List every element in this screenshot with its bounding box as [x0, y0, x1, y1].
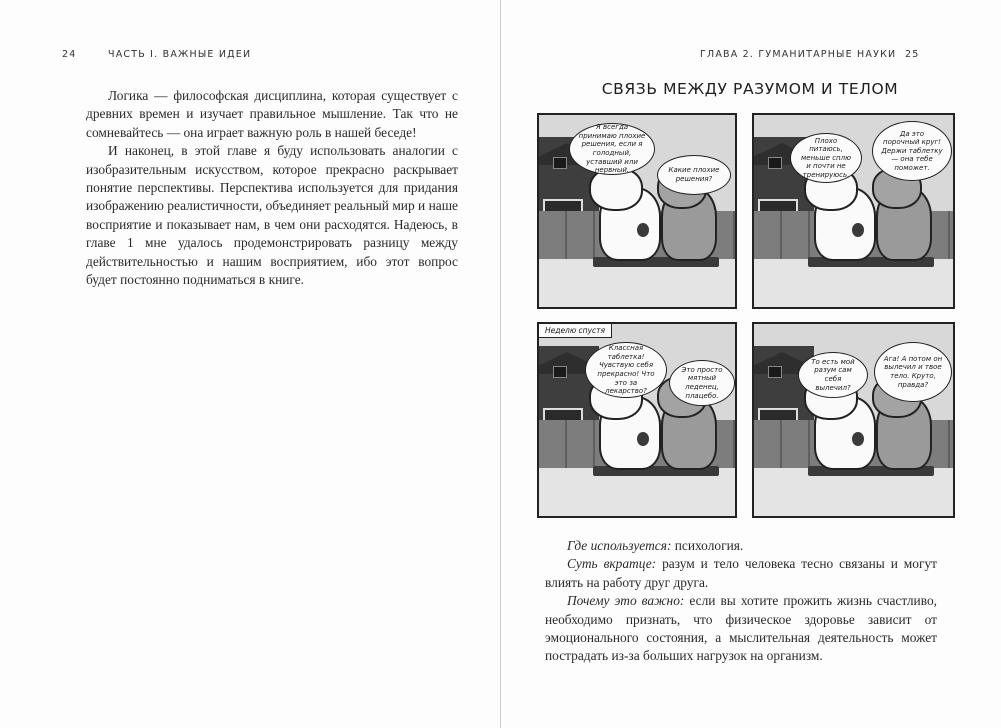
note-summary: [545, 555, 937, 592]
paragraph: И наконец, в этой главе я буду использовать аналогии с изобразительным искусством, которое прекрасно раскрывает понятие перспективы. Перспектива используется для придания изображению реалистичности, объединяет реальный мир и наше восприятие и показывает нам, в чем они расходятся. Надеюсь, в главе 1 мне удалось продемонстрировать разницу между действительностью и нашим восприятием, ибо этот вопрос будет постоянно подниматься в книге.: [86, 143, 458, 288]
summary-notes: [545, 537, 937, 666]
speech-bubble-pig: Да это порочный круг! Держи таблетку — она тебе поможет.: [872, 121, 952, 181]
note-text: если вы хотите прожить жизнь счастливо, необходимо признать, что физическое здоровье зависит от эмоционального состояния, а мыслительная деятельность может пострадать из-за больших нагрузок на организм.: [545, 593, 937, 664]
note-why-important: [545, 592, 937, 666]
note-where-used: [545, 537, 937, 555]
speech-bubble-cow: Я всегда принимаю плохие решения, если я голодный, уставший или нервный.: [569, 123, 655, 175]
speech-bubble-cow: То есть мой разум сам себя вылечил?: [798, 352, 868, 398]
speech-bubble-pig: Ага! А потом он вылечил и твое тело. Круто, правда?: [874, 342, 952, 402]
right-running-head: ГЛАВА 2. ГУМАНИТАРНЫЕ НАУКИ: [700, 49, 897, 60]
paragraph: Логика — философская дисциплина, которая существует с древних времен и изучает правильное мышление. Так что не сомневайтесь — она играет важную роль в нашей беседе!: [86, 88, 458, 140]
note-label: Почему это важно:: [567, 593, 685, 609]
note-text: психология.: [671, 538, 744, 553]
speech-bubble-pig: Это просто мятный леденец, плацебо.: [669, 360, 735, 406]
comic-strip: [537, 113, 957, 523]
caption-box: Неделю спустя: [539, 324, 612, 338]
speech-bubble-pig: Какие плохие решения?: [657, 155, 731, 195]
left-running-head: ЧАСТЬ I. ВАЖНЫЕ ИДЕИ: [108, 49, 252, 60]
left-page-number: 24: [62, 49, 77, 60]
left-body-text: [86, 87, 458, 289]
comic-panel: [537, 113, 737, 309]
note-label: Суть вкратце:: [567, 556, 657, 572]
speech-bubble-cow: Плохо питаюсь, меньше сплю и почти не тренируюсь.: [790, 133, 862, 183]
note-text: разум и тело человека тесно связаны и могут влиять на работу друг друга.: [545, 556, 937, 590]
comic-panel: [752, 322, 955, 518]
comic-panel: [752, 113, 955, 309]
section-title: СВЯЗЬ МЕЖДУ РАЗУМОМ И ТЕЛОМ: [601, 80, 899, 98]
comic-panel: [537, 322, 737, 518]
right-page-number: 25: [905, 49, 920, 60]
speech-bubble-cow: Классная таблетка! Чувствую себя прекрасно! Что это за лекарство?: [585, 342, 667, 398]
note-label: Где используется:: [567, 538, 672, 553]
